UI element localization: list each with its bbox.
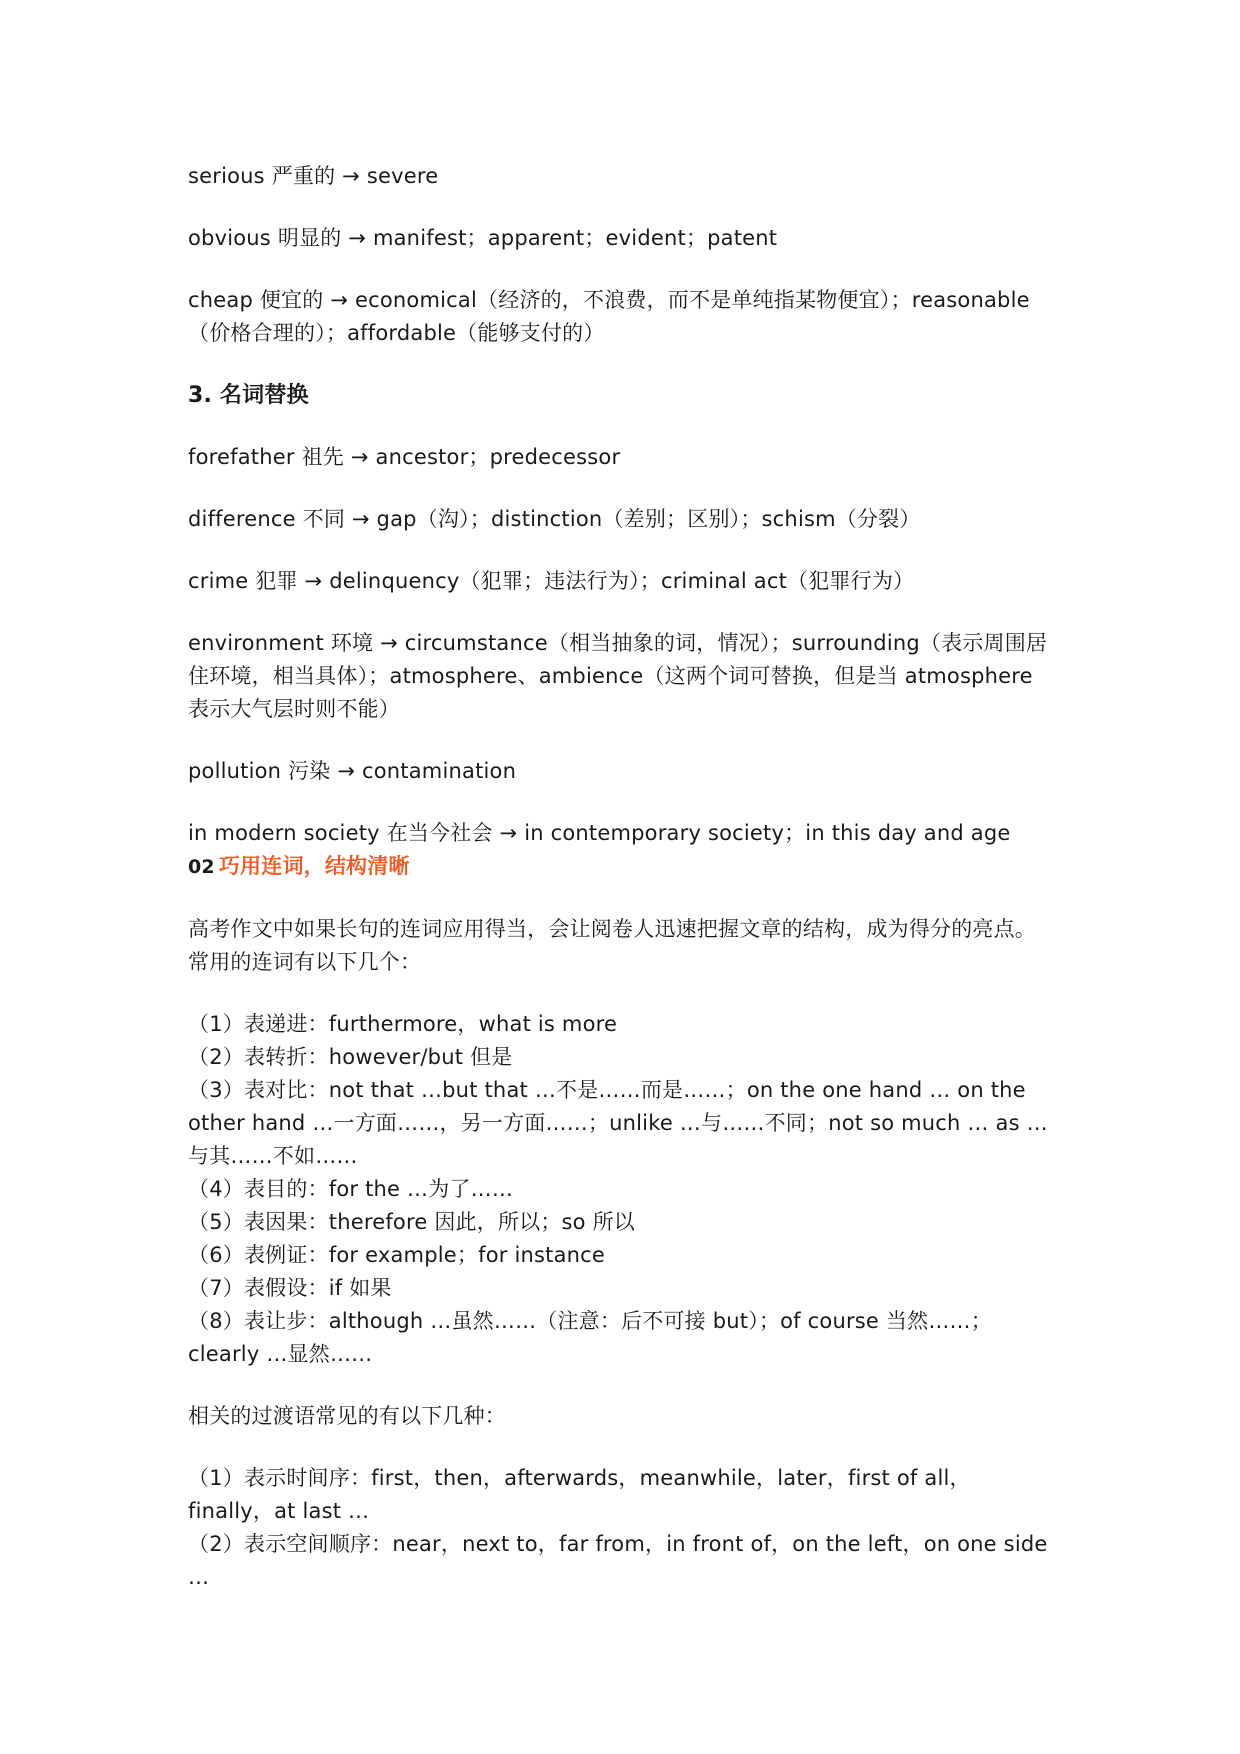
conjunctions-intro: 高考作文中如果长句的连词应用得当，会让阅卷人迅速把握文章的结构，成为得分的亮点。常用的连词有以下几个： [188,917,1036,974]
noun-forefather: forefather 祖先 → ancestor；predecessor [188,445,621,469]
list-item: （5）表因果：therefore 因此，所以；so 所以 [188,1210,635,1234]
noun-environment: environment 环境 → circumstance（相当抽象的词，情况）；surrounding（表示周围居住环境，相当具体）；atmosphere、ambience（这两个词可替换，但是当 atmosphere 表示大气层时则不能） [188,631,1048,721]
noun-difference: difference 不同 → gap（沟）；distinction（差别；区别）；schism（分裂） [188,507,921,531]
list-item: （2）表示空间顺序：near，next to，far from，in front of，on the left，on one side … [188,1532,1048,1589]
section-number: 02 [188,856,215,878]
list-item: （2）表转折：however/but 但是 [188,1045,513,1069]
document-body [188,160,1048,1623]
transitions-list [188,1462,1048,1594]
list-item: （7）表假设：if 如果 [188,1276,392,1300]
noun-pollution: pollution 污染 → contamination [188,759,517,783]
transitions-intro: 相关的过渡语常见的有以下几种： [188,1404,506,1428]
adjective-obvious: obvious 明显的 → manifest；apparent；evident；patent [188,226,778,250]
list-item: （6）表例证：for example；for instance [188,1243,606,1267]
list-item: （1）表示时间序：first，then，afterwards，meanwhile，later，first of all，finally，at last … [188,1466,971,1523]
section-heading-noun-replacement: 3. 名词替换 [188,383,309,408]
noun-modern-society: in modern society 在当今社会 → in contemporary society；in this day and age [188,821,1011,845]
adjective-serious: serious 严重的 → severe [188,164,439,188]
list-item: （4）表目的：for the …为了…… [188,1177,514,1201]
noun-crime: crime 犯罪 → delinquency（犯罪；违法行为）；criminal act（犯罪行为） [188,569,915,593]
conjunctions-list [188,1008,1048,1371]
section-title-text: 巧用连词，结构清晰 [218,854,410,878]
section-title-conjunctions [188,850,1048,884]
list-item: （1）表递进：furthermore，what is more [188,1012,618,1036]
list-item: （8）表让步：although …虽然……（注意：后不可接 but）；of course 当然……；clearly …显然…… [188,1309,992,1366]
adjective-cheap: cheap 便宜的 → economical（经济的，不浪费，而不是单纯指某物便宜）；reasonable（价格合理的）；affordable（能够支付的） [188,288,1030,345]
list-item: （3）表对比：not that …but that …不是……而是……；on the one hand … on the other hand …一方面……，另一方面……；unlike …与……不同；not so much … as …与其……不如…… [188,1078,1048,1168]
